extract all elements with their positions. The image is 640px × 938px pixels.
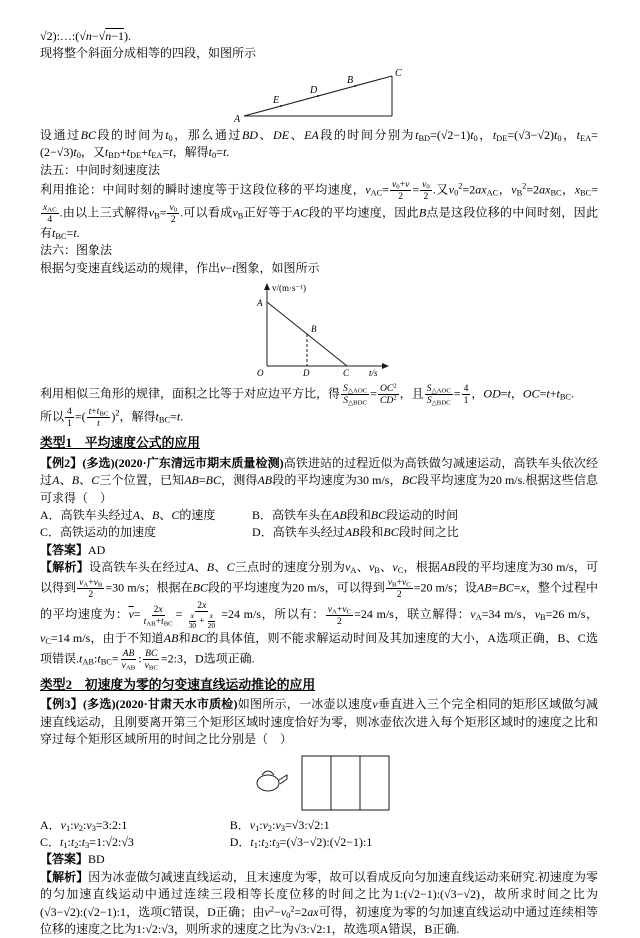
curling-figure [40,752,598,814]
example3-answer: 【答案】BD [40,852,105,867]
label-b: B [346,74,353,86]
curling-stone-body [257,775,279,791]
label-d: D [303,368,310,379]
curling-stone-handle [262,771,274,775]
conclusion-line: 所以 $\frac{4}{1}$ =( $t+t_{BC}$ t )$^2$，解得$t_{BC}=t$. [40,406,184,430]
t-axis-arrow [382,363,389,369]
segment-time-line: 设通过BC段的时间为$t_0$，那么通过BD、DE、EA段的时间分别为$t_{BD}=(√2-1)t_0$，$t_{DE}=(√3-√2)t_0$，$t_{EA}=(2-√3)t_0$，又$t_{BD}+t_{DE}+t_{EA}=t$，解得$t_0=t$. [40,127,598,161]
label-b: B [311,324,317,335]
label-o: O [257,368,264,379]
label-a: A [257,298,263,309]
example2-option-c: C．高铁运动的加速度 [40,525,157,540]
example3-option-b: B．$v_1:v_2:v_3=√3:√2:1$ [229,817,330,833]
example3-options-row1 [40,817,598,834]
curling-stone-spout [279,775,287,784]
example3-solution: 【解析】因为冰壶做匀减速直线运动，且末速度为零，故可以看成反向匀加速直线运动来研究.初速度为零的匀加速直线运动中通过连续三段相等长度位移的时间之比为1:(√2−1):(√3−√2)，故所求时间之比为(√3−√2):(√2−1):1，选项C错误，D正确；由$v^2-v_0^2=2ax$可得，初速度为零的匀加速直线运动中通过连续相等位移的速度之比为1:√2:√3，则所求的速度之比为√3:√2:1，故选项A错误，B正确. [40,869,598,936]
label-c: C [343,368,350,379]
vt-graph-figure [40,280,598,380]
method6-intro: 根据匀变速直线运动的规律，作出v−t图象，如图所示 [40,260,320,275]
incline-diagram [232,66,407,124]
incline-intro-line: 现将整个斜面分成相等的四段，如图所示 [40,46,257,61]
method5-body: 利用推论：中间时刻的瞬时速度等于这段位移的平均速度，$v_{AC}=$ $\frac{v_0+v}{2}$ = $\frac{v_0}{2}$ .又$v_0^2=2ax_{AC}$，$v_B^2=2ax_{BC}$，$x_{BC}=$ $x_{AC}$ 4 .由以上三式解得$v_B=$ $\frac{v_0}{2}$ .可以看成$v_B$正好等于AC段的平均速度，因此B点是这段位移的中间时刻，因此有$t_{BC}=t$. [40,178,598,242]
example2-options-row2 [40,524,598,541]
example3-option-d: D．$t_1:t_2:t_3=(√3-√2):(√2-1):1$ [229,834,373,851]
example3-option-a: A．$v_1:v_2:v_3=3:2:1$ [40,817,128,833]
example2-stem: 【例2】(多选)(2020·广东清远市期末质量检测)高铁进站的过程近似为高铁做匀减速运动，高铁车头依次经过A、B、C三个位置，已知AB=BC，测得AB段的平均速度为30 m/s，BC段平均速度为20 m/s.根据这些信息可求得（ ） [40,455,598,505]
curling-diagram [244,752,394,814]
vt-labels [256,283,378,378]
similar-triangles-line: 利用相似三角形的规律，面积之比等于对应边平方比，得 $S_{\triangle AOC}$ $S_{\triangle BDC}$ = $\frac{OC^2}{CD^2}$ ，且 $S_{\triangle AOC}$ $S_{\triangle BDC}$ = $\frac{4}{1}$ ，OD=t，$OC=t+t_{BC}$. [40,382,574,407]
example2-options-row1 [40,507,598,524]
example2-option-a: A．高铁车头经过A、B、C的速度 [40,508,216,523]
vt-graph-diagram [239,280,399,380]
label-d: D [309,84,317,96]
example2-option-d: D．高铁车头经过AB段和BC段时间之比 [252,525,459,540]
example2-answer: 【答案】AD [40,542,106,557]
label-c: C [394,67,402,79]
method5-title: 法五：中间时刻速度法 [40,162,161,177]
example2-option-b: B．高铁车头在AB段和BC段运动的时间 [252,508,459,523]
axis-arrows [264,283,389,369]
label-a: A [233,113,240,124]
type2-heading: 类型2 初速度为零的匀变速直线运动推论的应用 [40,677,316,692]
example3-options-row2 [40,834,598,851]
example3-stem: 【例3】(多选)(2020·甘肃天水市质检)如图所示，一冰壶以速度v垂直进入三个完全相同的矩形区域做匀减速直线运动，且刚要离开第三个矩形区域时速度恰好为零，则冰壶依次进入每个矩形区域时的速度之比和穿过每个矩形区域所用的时间之比分别是（ ） [40,697,598,747]
type1-heading: 类型1 平均速度公式的应用 [40,436,200,451]
rect-regions-outline [302,756,389,810]
label-e: E [272,94,279,106]
method6-title: 法六：图象法 [40,243,113,258]
v-axis-arrow [264,283,270,290]
example2-solution: 【解析】设高铁车头在经过A、B、C三点时的速度分别为$v_A$、$v_B$、$v_C$，根据AB段的平均速度为30 m/s，可以得到 $\frac{v_A+v_B}{2}$ =30 m/s；根据在BC段的平均速度为20 m/s，可以得到 $\frac{v_B+v_C}{2}$ =20 m/s；设AB=BC=x，整个过程中的平均速度为：$\overline{v}=$ 2x $t_{AB}+t_{BC}$ = 2x $\frac{x}{30}$ + $\frac{x}{20}$ =24 m/s，所以有： $\frac{v_A+v_C}{2}$ =24 m/s，联立解得：$v_A=34$ m/s，$v_B=26$ m/s，$v_C=14$ m/s，由于不知道AB和BC的具体值，则不能求解运动时间及其加速度的大小，A选项正确，B、C选项错误$.t_{AB}:t_{BC}=$ AB $\overline{v}_{AB}$ : BC $\overline{v}_{BC}$ =2:3，D选项正确. [40,560,599,672]
incline-figure [40,66,598,124]
example3-option-c: C．$t_1:t_2:t_3=1:√2:√3$ [40,834,134,851]
y-axis-label: v/(m·s⁻¹) [272,283,306,294]
vt-axes [267,288,384,366]
ratio-continuation-line: √2):…:(√n−√n−1). [40,29,131,43]
x-axis-label: t/s [369,368,378,379]
